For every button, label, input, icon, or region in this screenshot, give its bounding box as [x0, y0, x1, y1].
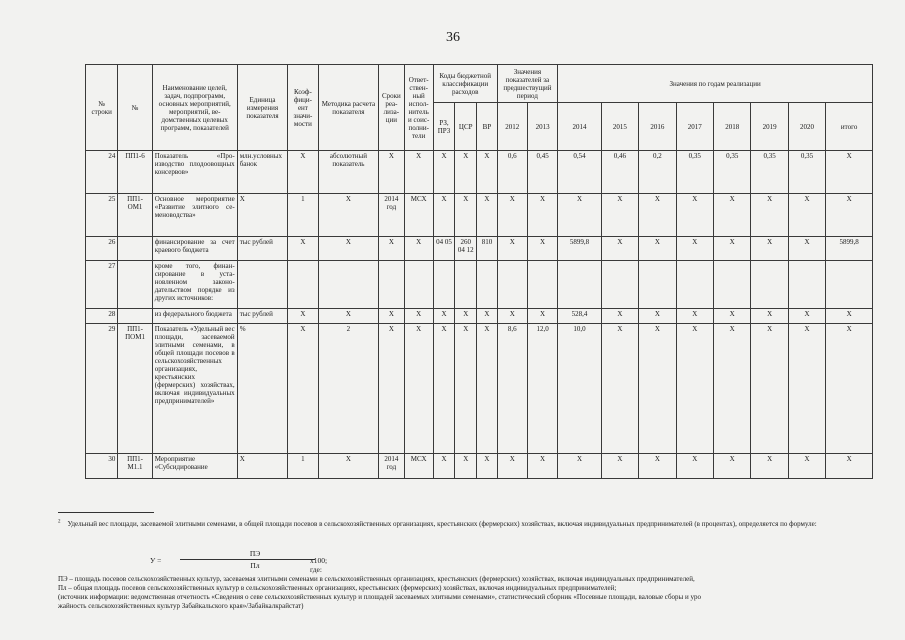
- row-year-value: X: [751, 454, 788, 479]
- row-coef: X: [288, 151, 318, 194]
- header-year-2014: 2014: [558, 103, 601, 151]
- row-coef: X: [288, 324, 318, 454]
- header-rz: РЗ, ПР3: [433, 103, 454, 151]
- row-year-value: 528,4: [558, 309, 601, 324]
- row-responsible: МСХ: [404, 194, 433, 237]
- table-row: [86, 151, 873, 194]
- row-responsible: X: [404, 324, 433, 454]
- row-number: 30: [86, 454, 118, 479]
- row-year-value: X: [788, 454, 825, 479]
- row-year-value: 0,46: [601, 151, 638, 194]
- footnote-text: Удельный вес площади, засеваемой элитными семенами, в общей площади посевов в сельскохозяйственных организациях, крестьянских (фермерских) хозяйствах, включая индивидуальных предпринимателей (в процентах), определяется по формуле:: [67, 520, 817, 528]
- row-method: X: [318, 194, 379, 237]
- row-year-value: [497, 261, 527, 309]
- note-line: ПЭ – площадь посевов сельскохозяйственных культур, засеваемая элитными семенами в сельскохозяйственных организациях, крестьянских (фермерских) хозяйствах, включая индивидуальных предпринимателей,: [58, 575, 695, 583]
- row-csr: X: [455, 324, 477, 454]
- row-year-value: 0,6: [497, 151, 527, 194]
- table-row: [86, 237, 873, 261]
- row-year-value: X: [601, 454, 638, 479]
- row-code: ПП1-ПОМ1: [118, 324, 152, 454]
- row-year-value: X: [751, 324, 788, 454]
- row-coef: 1: [288, 454, 318, 479]
- header-prev-values: Значения показателей за предшествущий период: [497, 65, 558, 103]
- row-period: X: [379, 324, 404, 454]
- row-year-value: 0,35: [751, 151, 788, 194]
- row-year-value: X: [788, 324, 825, 454]
- row-year-value: X: [497, 237, 527, 261]
- table-row: [86, 309, 873, 324]
- row-year-value: X: [639, 194, 676, 237]
- row-total: X: [826, 454, 873, 479]
- row-method: X: [318, 309, 379, 324]
- formula-lhs: У =: [150, 556, 162, 565]
- header-num: №: [118, 65, 152, 151]
- row-year-value: X: [751, 194, 788, 237]
- row-year-value: X: [676, 454, 713, 479]
- table-row: [86, 324, 873, 454]
- page-number: 36: [446, 30, 460, 45]
- row-year-value: 0,35: [676, 151, 713, 194]
- row-year-value: X: [788, 237, 825, 261]
- row-number: 28: [86, 309, 118, 324]
- row-total: 5899,8: [826, 237, 873, 261]
- footnote-notes: [58, 575, 863, 611]
- row-rz: X: [433, 309, 454, 324]
- row-unit: тыс рублей: [237, 237, 288, 261]
- row-year-value: [558, 261, 601, 309]
- row-year-value: X: [713, 194, 750, 237]
- row-rz: X: [433, 151, 454, 194]
- header-vr: ВР: [477, 103, 497, 151]
- row-year-value: X: [527, 309, 557, 324]
- row-year-value: X: [601, 237, 638, 261]
- header-method: Методика расчета показателя: [318, 65, 379, 151]
- row-name: Показатель «Удельный вес площади, засеваемой элитными семенами, в общей площади посевов в сельскохозяйственных организациях, крестьянских (фермерских) хозяйствах, включая индивидуальных предпринимателей»: [152, 324, 237, 454]
- table-row: [86, 454, 873, 479]
- row-code: ПП1-ОМ1: [118, 194, 152, 237]
- row-method: абсолютный показатель: [318, 151, 379, 194]
- row-period: [379, 261, 404, 309]
- row-method: 2: [318, 324, 379, 454]
- header-budget-codes: Коды бюджетной классификации расходов: [433, 65, 497, 103]
- row-year-value: X: [676, 309, 713, 324]
- row-period: X: [379, 237, 404, 261]
- row-year-value: 0,35: [713, 151, 750, 194]
- header-name: Наименование целей, задач, подпрограмм, основных мероприятий, мероприятий, ведомственных целевых программ, показателей: [152, 65, 237, 151]
- row-year-value: 0,35: [788, 151, 825, 194]
- row-name: кроме того, финансирование в установленном законодательством порядке из других источников:: [152, 261, 237, 309]
- row-year-value: X: [601, 309, 638, 324]
- row-coef: [288, 261, 318, 309]
- header-year-values: Значения по годам реализации: [558, 65, 873, 103]
- row-code: ПП1-6: [118, 151, 152, 194]
- row-year-value: 12,0: [527, 324, 557, 454]
- row-year-value: X: [713, 309, 750, 324]
- row-rz: X: [433, 324, 454, 454]
- row-year-value: 8,6: [497, 324, 527, 454]
- row-rz: [433, 261, 454, 309]
- header-year-2016: 2016: [639, 103, 676, 151]
- row-responsible: [404, 261, 433, 309]
- row-year-value: 0,54: [558, 151, 601, 194]
- row-year-value: X: [558, 194, 601, 237]
- row-unit: тыс рублей: [237, 309, 288, 324]
- table-body: [86, 151, 873, 479]
- header-coef: Коэффициент значимости: [288, 65, 318, 151]
- row-coef: X: [288, 237, 318, 261]
- header-unit: Единица измерения показателя: [237, 65, 288, 151]
- header-year-2013: 2013: [527, 103, 557, 151]
- formula-numerator: ПЭ: [249, 549, 261, 558]
- row-name: Показатель «Производство плодоовощных консервов»: [152, 151, 237, 194]
- row-year-value: X: [639, 324, 676, 454]
- row-vr: X: [477, 194, 497, 237]
- row-year-value: [788, 261, 825, 309]
- row-responsible: МСХ: [404, 454, 433, 479]
- header-year-2017: 2017: [676, 103, 713, 151]
- row-year-value: X: [558, 454, 601, 479]
- formula-denominator: Пл: [250, 561, 260, 570]
- row-total: X: [826, 324, 873, 454]
- header-year-2020: 2020: [788, 103, 825, 151]
- footnote: [58, 520, 858, 529]
- row-responsible: X: [404, 309, 433, 324]
- row-rz: X: [433, 454, 454, 479]
- row-year-value: X: [713, 237, 750, 261]
- row-coef: X: [288, 309, 318, 324]
- row-code: [118, 309, 152, 324]
- row-csr: X: [455, 454, 477, 479]
- row-number: 27: [86, 261, 118, 309]
- row-year-value: 5899,8: [558, 237, 601, 261]
- row-year-value: X: [601, 194, 638, 237]
- row-csr: X: [455, 151, 477, 194]
- row-year-value: X: [676, 324, 713, 454]
- row-year-value: X: [497, 194, 527, 237]
- row-total: X: [826, 309, 873, 324]
- row-csr: X: [455, 309, 477, 324]
- row-vr: X: [477, 324, 497, 454]
- header-year-2012: 2012: [497, 103, 527, 151]
- row-year-value: [676, 261, 713, 309]
- row-year-value: X: [713, 454, 750, 479]
- row-method: [318, 261, 379, 309]
- table-row: [86, 194, 873, 237]
- row-total: [826, 261, 873, 309]
- header-row-no: № строки: [86, 65, 118, 151]
- row-method: X: [318, 454, 379, 479]
- row-vr: 810: [477, 237, 497, 261]
- formula: [150, 549, 340, 574]
- row-year-value: X: [713, 324, 750, 454]
- row-unit: %: [237, 324, 288, 454]
- row-year-value: X: [497, 309, 527, 324]
- footnote-mark: 2: [58, 519, 61, 525]
- row-vr: X: [477, 309, 497, 324]
- row-year-value: 10,0: [558, 324, 601, 454]
- row-rz: 04 05: [433, 237, 454, 261]
- row-total: X: [826, 194, 873, 237]
- row-period: 2014 год: [379, 454, 404, 479]
- header-year-2018: 2018: [713, 103, 750, 151]
- formula-rhs: x100; где:: [310, 556, 328, 574]
- row-code: [118, 261, 152, 309]
- row-unit: [237, 261, 288, 309]
- row-year-value: X: [497, 454, 527, 479]
- row-year-value: X: [527, 194, 557, 237]
- row-responsible: X: [404, 151, 433, 194]
- row-year-value: X: [788, 194, 825, 237]
- row-year-value: X: [788, 309, 825, 324]
- row-year-value: [527, 261, 557, 309]
- row-year-value: X: [639, 237, 676, 261]
- row-year-value: X: [751, 237, 788, 261]
- row-year-value: X: [527, 237, 557, 261]
- row-name: из федерального бюджета: [152, 309, 237, 324]
- row-method: X: [318, 237, 379, 261]
- row-name: финансирование за счет краевого бюджета: [152, 237, 237, 261]
- row-year-value: X: [639, 454, 676, 479]
- row-year-value: [751, 261, 788, 309]
- header-csr: ЦСР: [455, 103, 477, 151]
- row-csr: [455, 261, 477, 309]
- header-year-2019: 2019: [751, 103, 788, 151]
- row-year-value: X: [676, 237, 713, 261]
- row-year-value: X: [676, 194, 713, 237]
- row-csr: X: [455, 194, 477, 237]
- row-year-value: [601, 261, 638, 309]
- header-responsible: Ответственный исполнитель и соисполнители: [404, 65, 433, 151]
- row-year-value: X: [601, 324, 638, 454]
- row-year-value: X: [527, 454, 557, 479]
- row-year-value: X: [639, 309, 676, 324]
- footnote-rule: [58, 512, 154, 513]
- row-csr: 260 04 12: [455, 237, 477, 261]
- indicators-table: [85, 64, 873, 479]
- note-line: (источник информации: ведомственная отчетность «Сведения о севе сельскохозяйственных культур и площадей засеваемых элитными семенами», статистический сборник «Посевные площади, валовые сборы и уро: [58, 593, 701, 601]
- row-name: Мероприятие «Субсидирование: [152, 454, 237, 479]
- row-year-value: [639, 261, 676, 309]
- row-number: 24: [86, 151, 118, 194]
- row-name: Основное мероприятие «Развитие элитного семеноводства»: [152, 194, 237, 237]
- formula-fraction-bar: [180, 559, 315, 560]
- row-code: ПП1-М1.1: [118, 454, 152, 479]
- note-line: Пл – общая площадь посевов сельскохозяйственных культур в сельскохозяйственных организациях, крестьянских (фермерских) хозяйствах, включая индивидуальных предпринимателей;: [58, 584, 617, 592]
- row-code: [118, 237, 152, 261]
- row-period: X: [379, 309, 404, 324]
- row-vr: X: [477, 151, 497, 194]
- note-line: жайность сельскохозяйственных культур Забайкальского края»/Забайкалкрайстат): [58, 602, 304, 610]
- row-responsible: X: [404, 237, 433, 261]
- row-unit: X: [237, 194, 288, 237]
- row-total: X: [826, 151, 873, 194]
- header-total: итого: [826, 103, 873, 151]
- row-year-value: 0,2: [639, 151, 676, 194]
- header-period: Сроки реализации: [379, 65, 404, 151]
- row-coef: 1: [288, 194, 318, 237]
- row-year-value: X: [751, 309, 788, 324]
- row-period: X: [379, 151, 404, 194]
- row-rz: X: [433, 194, 454, 237]
- row-unit: X: [237, 454, 288, 479]
- row-period: 2014 год: [379, 194, 404, 237]
- row-number: 26: [86, 237, 118, 261]
- row-year-value: 0,45: [527, 151, 557, 194]
- table-row: [86, 261, 873, 309]
- row-number: 29: [86, 324, 118, 454]
- row-year-value: [713, 261, 750, 309]
- row-vr: X: [477, 454, 497, 479]
- row-vr: [477, 261, 497, 309]
- row-unit: млн.условных банок: [237, 151, 288, 194]
- header-year-2015: 2015: [601, 103, 638, 151]
- row-number: 25: [86, 194, 118, 237]
